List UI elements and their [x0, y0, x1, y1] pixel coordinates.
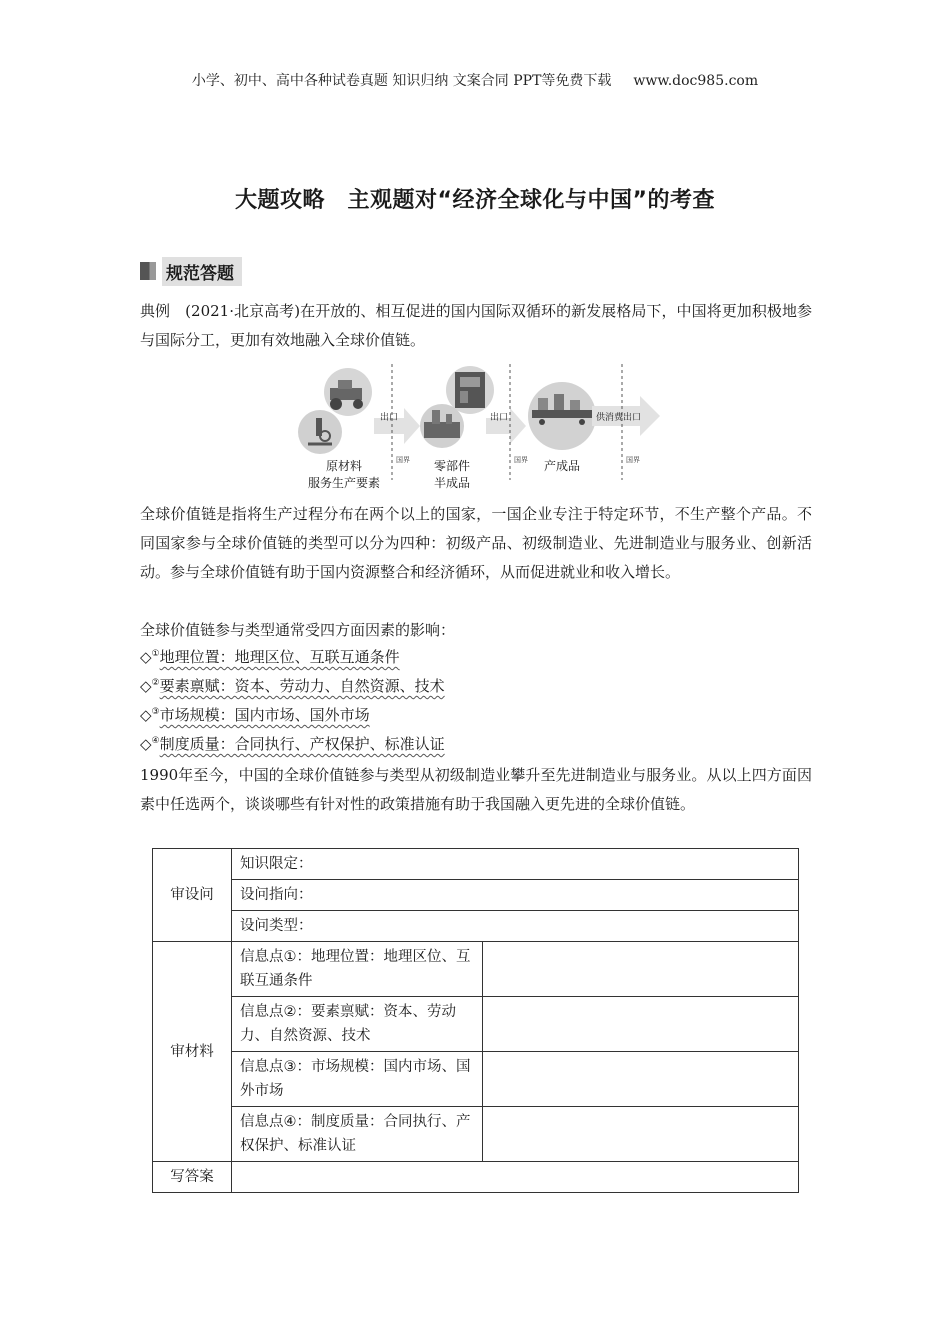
consumer-export-label: 供消费出口: [596, 413, 642, 423]
border-label-1: 国界: [396, 456, 410, 464]
page-header: [0, 70, 950, 90]
row-knowledge-limit[interactable]: 知识限定：: [232, 849, 799, 880]
info-point-4: 信息点④：制度质量：合同执行、产权保护、标准认证: [232, 1107, 483, 1162]
raw-material-icon: [324, 368, 372, 416]
info-point-2-answer[interactable]: [483, 997, 799, 1052]
section-marker-icon: [140, 262, 156, 280]
header-text: 小学、初中、高中各种试卷真题 知识归纳 文案合同 PPT等免费下载: [191, 73, 612, 89]
example-intro: 典例 (2021·北京高考)在开放的、相互促进的国内国际双循环的新发展格局下，中国将更加积极地参与国际分工，更加有效地融入全球价值链。: [140, 302, 812, 349]
info-point-1: 信息点①：地理位置：地理区位、互联互通条件: [232, 942, 483, 997]
factor-item-1: ◇①地理位置：地理区位、互联互通条件: [140, 648, 400, 666]
service-factor-icon: [298, 410, 342, 454]
value-chain-diagram: [292, 360, 662, 492]
border-label-2: 国界: [514, 456, 528, 464]
page-title: 大题攻略 主观题对“经济全球化与中国”的考查: [235, 188, 715, 213]
section-label: 规范答题: [162, 257, 242, 286]
factor-item-3: ◇③市场规模：国内市场、国外市场: [140, 706, 370, 724]
export-label-2: 出口: [490, 413, 509, 423]
finished-product-icon: [528, 382, 596, 450]
info-point-1-answer[interactable]: [483, 942, 799, 997]
stage2-label-2: 半成品: [433, 476, 471, 490]
row-question-type[interactable]: 设问类型：: [232, 911, 799, 942]
factor-item-4: ◇④制度质量：合同执行、产权保护、标准认证: [140, 735, 445, 753]
stage1-label-1: 原材料: [325, 459, 363, 473]
factor-item-2: ◇②要素禀赋：资本、劳动力、自然资源、技术: [140, 677, 445, 695]
answer-cell[interactable]: [232, 1162, 799, 1193]
stage1-label-2: 服务生产要素: [307, 476, 381, 490]
info-point-4-answer[interactable]: [483, 1107, 799, 1162]
info-point-3-answer[interactable]: [483, 1052, 799, 1107]
header-url[interactable]: www.doc985.com: [633, 73, 759, 89]
material-paragraph-2: 全球价值链参与类型通常受四方面因素的影响：: [140, 621, 456, 639]
info-point-2: 信息点②：要素禀赋：资本、劳动力、自然资源、技术: [232, 997, 483, 1052]
question-paragraph: 1990年至今，中国的全球价值链参与类型从初级制造业攀升至先进制造业与服务业。从以上四方面因素中任选两个，谈谈哪些有针对性的政策措施有助于我国融入更先进的全球价值链。: [140, 766, 812, 813]
component-icon: [446, 366, 494, 414]
semi-finished-icon: [420, 404, 464, 448]
analysis-table: [152, 848, 799, 1193]
stage3-label: 产成品: [543, 459, 581, 473]
stage2-label-1: 零部件: [433, 459, 471, 473]
material-paragraph-1: 全球价值链是指将生产过程分布在两个以上的国家，一国企业专注于特定环节，不生产整个产品。不同国家参与全球价值链的类型可以分为四种：初级产品、初级制造业、先进制造业与服务业、创新活动。参与全球价值链有助于国内资源整合和经济循环，从而促进就业和收入增长。: [140, 505, 812, 581]
border-label-3: 国界: [626, 456, 640, 464]
export-label-1: 出口: [380, 413, 399, 423]
section-heading: [140, 258, 242, 284]
row-question-direction[interactable]: 设问指向：: [232, 880, 799, 911]
info-point-3: 信息点③：市场规模：国内市场、国外市场: [232, 1052, 483, 1107]
category-material: 审材料: [153, 942, 232, 1162]
category-answer: 写答案: [153, 1162, 232, 1193]
category-question: 审设问: [153, 849, 232, 942]
